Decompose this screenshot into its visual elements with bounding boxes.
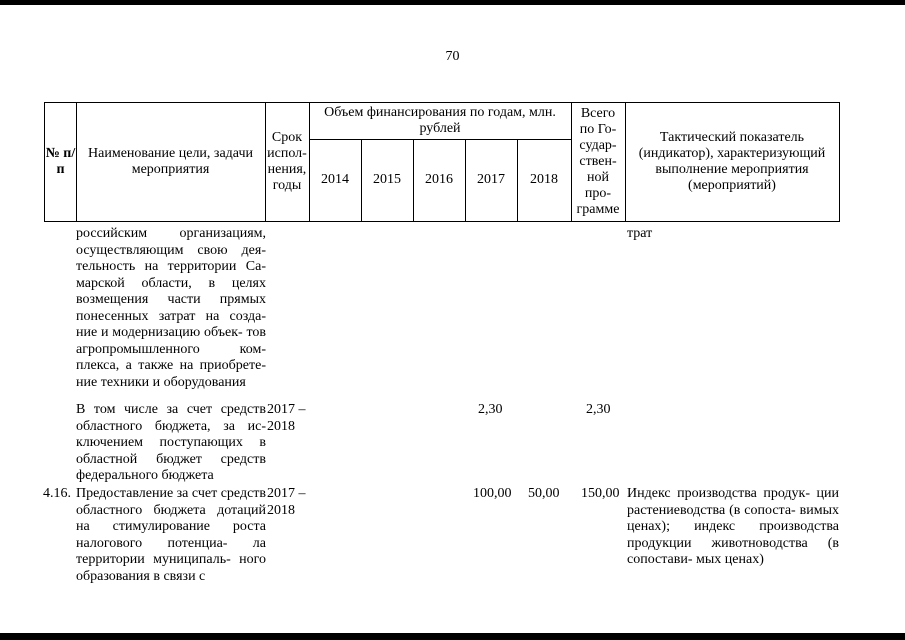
header-num: № п/п <box>45 146 76 177</box>
row3-2017: 100,00 <box>473 486 512 501</box>
row2-term: 2017 – 2018 <box>267 402 306 434</box>
row2-2017: 2,30 <box>478 402 503 417</box>
header-year-2016: 2016 <box>425 172 453 187</box>
row3-total: 150,00 <box>581 486 620 501</box>
row2-total: 2,30 <box>586 402 611 417</box>
row3-name: Предоставление за счет средств областного бюджета дотаций на стимулирование роста налогового потенциа- ла территории муниципаль- ного образования в связи с <box>76 486 267 584</box>
header-total: Всего по Го- судар- ствен- ной про- грамме <box>576 106 620 217</box>
header-indicator: Тактический показатель (индикатор), характеризующий выполнение мероприятия (мероприятий) <box>638 130 826 193</box>
row3-indicator: Индекс производства продук- ции растениеводства (в сопоста- вимых ценах); индекс производства продукции животноводства (в сопостави- мых ценах) <box>627 486 839 567</box>
row3-term: 2017 – 2018 <box>267 486 306 518</box>
header-term: Срок испол- нения, годы <box>267 130 307 193</box>
row1-name: российским организациям, осуществляющим свою дея- тельность на территории Са- марской области, в целях возмещения части прямых понесенных затрат на созда- ние и модернизацию объек- тов агропромышленного ком- плекса, а также на приобрете- ние техники и оборудования <box>76 226 266 390</box>
bottom-border <box>0 633 905 640</box>
top-border <box>0 0 905 5</box>
header-year-2017: 2017 <box>477 172 505 187</box>
header-year-2014: 2014 <box>321 172 349 187</box>
page-number: 70 <box>445 49 460 64</box>
header-year-2018: 2018 <box>530 172 558 187</box>
row3-2018: 50,00 <box>528 486 560 501</box>
header-name: Наименование цели, задачи мероприятия <box>88 146 253 177</box>
header-funding: Объем финансирования по годам, млн. рублей <box>324 105 556 136</box>
row3-num: 4.16. <box>43 486 71 501</box>
table-header <box>44 102 840 222</box>
row1-indicator: трат <box>627 226 653 241</box>
header-year-2015: 2015 <box>373 172 401 187</box>
row2-name: В том числе за счет средств областного бюджета, за ис- ключением поступающих в областной бюджет средств федерального бюджета <box>76 402 266 483</box>
